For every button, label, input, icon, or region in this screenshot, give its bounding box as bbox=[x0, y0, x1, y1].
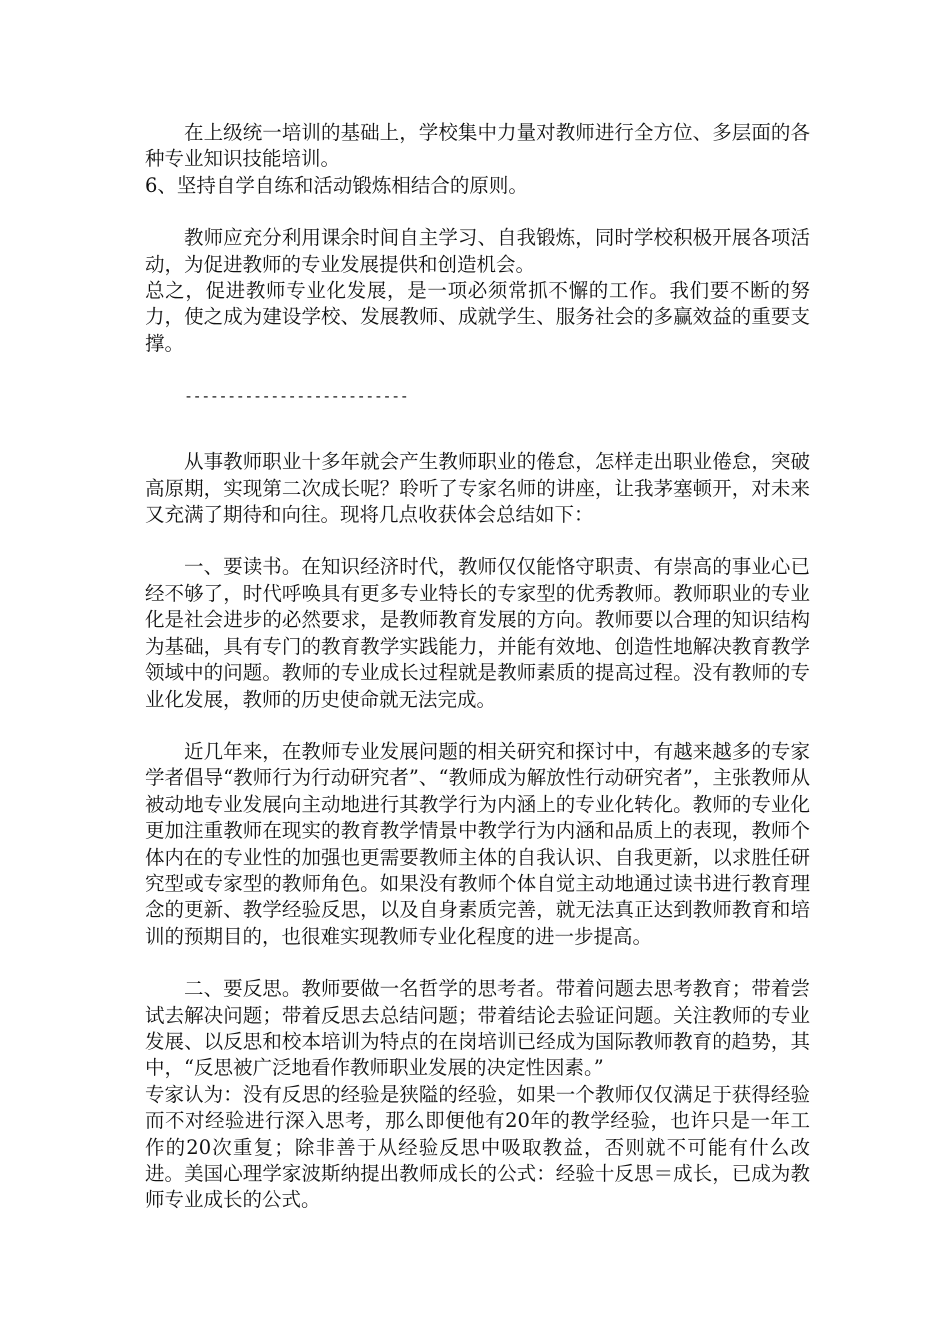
document-body bbox=[145, 120, 810, 1214]
paragraph-experts: 专家认为：没有反思的经验是狭隘的经验，如果一个教师仅仅满足于获得经验而不对经验进行深入思考，那么即便他有20年的教学经验，也许只是一年工作的20次重复；除非善于从经验反思中吸取教益，否则就不可能有什么改进。美国心理学家波斯纳提出教师成长的公式：经验十反思＝成长，已成为教师专业成长的公式。 bbox=[145, 1082, 810, 1212]
section-separator: -------------------------- bbox=[184, 387, 409, 406]
paragraph-principle-6: 6、坚持自学自练和活动锻炼相结合的原则。 bbox=[145, 173, 528, 197]
paragraph-conclusion: 总之，促进教师专业化发展，是一项必须常抓不懈的工作。我们要不断的努力，使之成为建设学校、发展教师、成就学生、服务社会的多赢效益的重要支撑。 bbox=[145, 279, 810, 355]
paragraph-reflection: 二、要反思。教师要做一名哲学的思考者。带着问题去思考教育；带着尝试去解决问题；带着反思去总结问题；带着结论去验证问题。关注教师的专业发展、以反思和校本培训为特点的在岗培训已经成为国际教师教育的趋势，其中，“反思被广泛地看作教师职业发展的决定性因素。” bbox=[145, 977, 810, 1080]
spacer bbox=[145, 357, 810, 383]
spacer bbox=[145, 713, 810, 739]
spacer bbox=[145, 528, 810, 554]
paragraph-intro: 从事教师职业十多年就会产生教师职业的倦怠，怎样走出职业倦怠，突破高原期，实现第二次成长呢？聆听了专家名师的讲座，让我茅塞顿开，对未来又充满了期待和向往。现将几点收获体会总结如下： bbox=[145, 450, 810, 527]
paragraph-self-study: 教师应充分利用课余时间自主学习、自我锻炼，同时学校积极开展各项活动，为促进教师的专业发展提供和创造机会。 bbox=[145, 226, 810, 276]
spacer bbox=[145, 409, 810, 449]
paragraph-reading: 一、要读书。在知识经济时代，教师仅仅能恪守职责、有崇高的事业心已经不够了，时代呼唤具有更多专业特长的专家型的优秀教师。教师职业的专业化是社会进步的必然要求，是教师教育发展的方向。教师要以合理的知识结构为基础，具有专门的教育教学实践能力，并能有效地、创造性地解决教育教学领域中的问题。教师的专业成长过程就是教师素质的提高过程。没有教师的专业化发展，教师的历史使命就无法完成。 bbox=[145, 555, 810, 711]
paragraph-training: 在上级统一培训的基础上，学校集中力量对教师进行全方位、多层面的各种专业知识技能培训。 bbox=[145, 121, 810, 171]
spacer bbox=[145, 950, 810, 976]
spacer bbox=[145, 199, 810, 225]
paragraph-recent-years: 近几年来，在教师专业发展问题的相关研究和探讨中，有越来越多的专家学者倡导“教师行为行动研究者”、“教师成为解放性行动研究者”，主张教师从被动地专业发展向主动地进行其教学行为内涵上的专业化转化。教师的专业化更加注重教师在现实的教育教学情景中教学行为内涵和品质上的表现，教师个体内在的专业性的加强也更需要教师主体的自我认识、自我更新，以求胜任研究型或专家型的教师角色。如果没有教师个体自觉主动地通过读书进行教育理念的更新、教学经验反思，以及自身素质完善，就无法真正达到教师教育和培训的预期目的，也很难实现教师专业化程度的进一步提高。 bbox=[145, 739, 810, 948]
